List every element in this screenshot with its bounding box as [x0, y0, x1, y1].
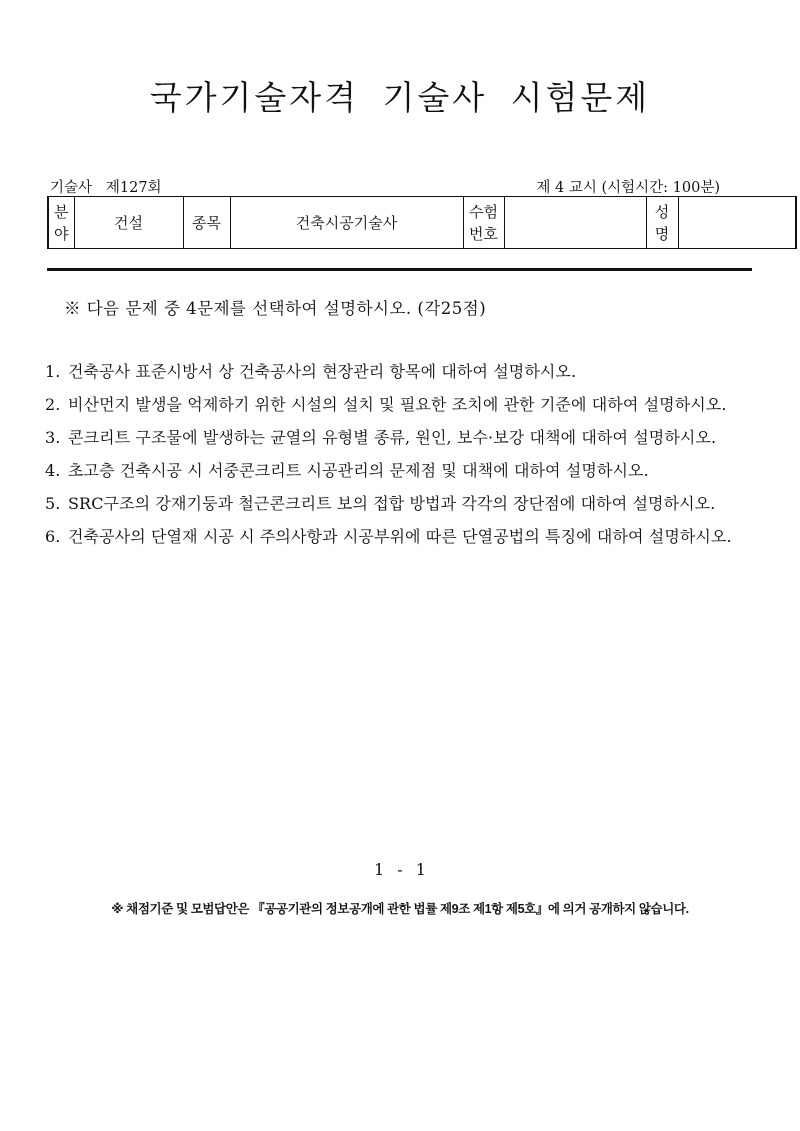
- category-label: 종목: [183, 197, 230, 249]
- exam-session: 제127회: [105, 180, 162, 196]
- exam-number-label-cell: [463, 197, 504, 249]
- header-divider: [47, 268, 752, 271]
- page-title: 국가기술자격 기술사 시험문제: [149, 78, 651, 117]
- field-value: 건설: [74, 197, 183, 249]
- question-item: [45, 454, 755, 487]
- question-text: 콘크리트 구조물에 발생하는 균열의 유형별 종류, 원인, 보수·보강 대책에 대하여 설명하시오.: [68, 428, 717, 447]
- page-number: 1 - 1: [374, 860, 426, 879]
- question-number: 1.: [45, 362, 61, 381]
- question-number: 5.: [45, 494, 61, 513]
- exam-info-table: [47, 196, 797, 249]
- question-number: 4.: [45, 461, 61, 480]
- question-item: [45, 388, 755, 421]
- name-field[interactable]: [678, 197, 796, 249]
- category-value: 건축시공기술사: [230, 197, 463, 249]
- exam-number-field[interactable]: [504, 197, 646, 249]
- exam-period-info: 제 4 교시 (시험시간: 100분): [536, 180, 720, 196]
- question-list: [45, 355, 755, 553]
- name-label: 성명: [654, 202, 670, 243]
- footer-note: ※ 채점기준 및 모범답안은 『공공기관의 정보공개에 관한 법률 제9조 제1항 제5호』에 의거 공개하지 않습니다.: [111, 902, 689, 916]
- exam-session-line: [50, 176, 162, 197]
- question-item: [45, 520, 755, 553]
- question-number: 6.: [45, 527, 61, 546]
- question-number: 3.: [45, 428, 61, 447]
- question-item: [45, 487, 755, 520]
- question-item: [45, 421, 755, 454]
- instruction: ※ 다음 문제 중 4문제를 선택하여 설명하시오. (각25점): [64, 299, 487, 318]
- field-label: 분야: [54, 202, 69, 243]
- question-number: 2.: [45, 395, 61, 414]
- question-item: [45, 355, 755, 388]
- exam-number-label: 수험번호: [469, 202, 498, 243]
- field-label-cell: [48, 197, 74, 249]
- name-label-cell: [646, 197, 678, 249]
- question-text: SRC구조의 강재기둥과 철근콘크리트 보의 접합 방법과 각각의 장단점에 대하여 설명하시오.: [68, 494, 716, 513]
- question-text: 건축공사의 단열재 시공 시 주의사항과 시공부위에 따른 단열공법의 특징에 대하여 설명하시오.: [68, 527, 732, 546]
- question-text: 초고층 건축시공 시 서중콘크리트 시공관리의 문제점 및 대책에 대하여 설명하시오.: [68, 461, 649, 480]
- question-text: 건축공사 표준시방서 상 건축공사의 현장관리 항목에 대하여 설명하시오.: [68, 362, 577, 381]
- exam-grade: 기술사: [50, 180, 93, 196]
- question-text: 비산먼지 발생을 억제하기 위한 시설의 설치 및 필요한 조치에 관한 기준에 대하여 설명하시오.: [68, 395, 727, 414]
